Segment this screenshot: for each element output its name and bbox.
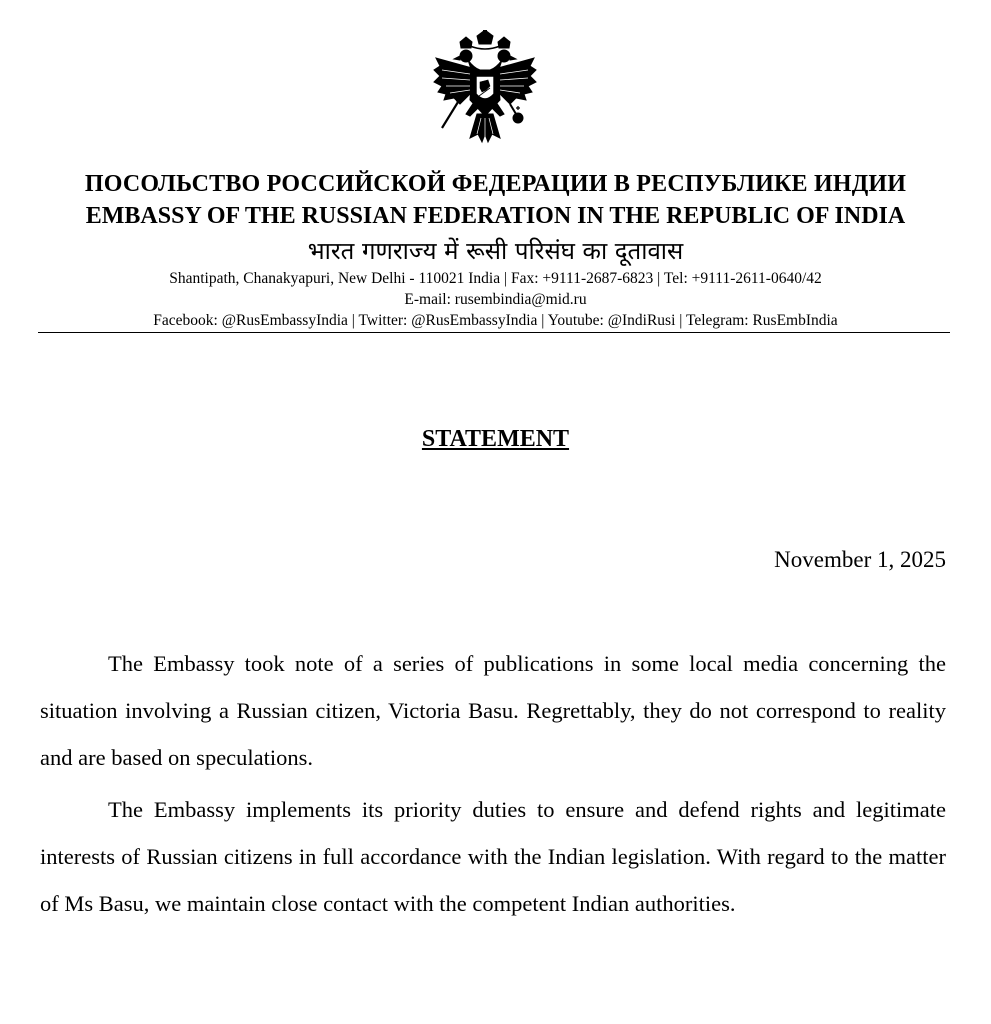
statement-title	[0, 426, 991, 453]
statement-paragraph-2	[40, 786, 946, 927]
statement-paragraph-1	[40, 640, 946, 781]
russian-coat-of-arms-icon	[430, 30, 540, 145]
statement-title-text: STATEMENT	[421, 426, 570, 452]
paragraph-text: The Embassy implements its priority duties to ensure and defend rights and legitimate interests of Russian citizens in full accordance with the Indian legislation. With regard to the matter of Ms Basu, we maintain close contact with the competent Indian authorities.	[40, 797, 946, 916]
email-line: E-mail: rusembindia@mid.ru	[404, 291, 587, 308]
social-media-line: Facebook: @RusEmbassyIndia | Twitter: @RusEmbassyIndia | Youtube: @IndiRusi | Telegram: RusEmbIndia	[153, 312, 838, 329]
header-divider	[38, 332, 950, 333]
statement-date: November 1, 2025	[774, 547, 946, 572]
embassy-title-russian: ПОСОЛЬСТВО РОССИЙСКОЙ ФЕДЕРАЦИИ В РЕСПУБЛИКЕ ИНДИИ	[84, 171, 907, 197]
address-line: Shantipath, Chanakyapuri, New Delhi - 110021 India | Fax: +9111-2687-6823 | Tel: +9111-2611-0640/42	[169, 270, 822, 287]
embassy-title-english: EMBASSY OF THE RUSSIAN FEDERATION IN THE REPUBLIC OF INDIA	[85, 203, 906, 229]
paragraph-text: The Embassy took note of a series of publications in some local media concerning the situation involving a Russian citizen, Victoria Basu. Regrettably, they do not correspond to reality and are based on speculations.	[40, 651, 946, 770]
embassy-title-hindi: भारत गणराज्य में रूसी परिसंघ का दूतावास	[307, 237, 684, 265]
